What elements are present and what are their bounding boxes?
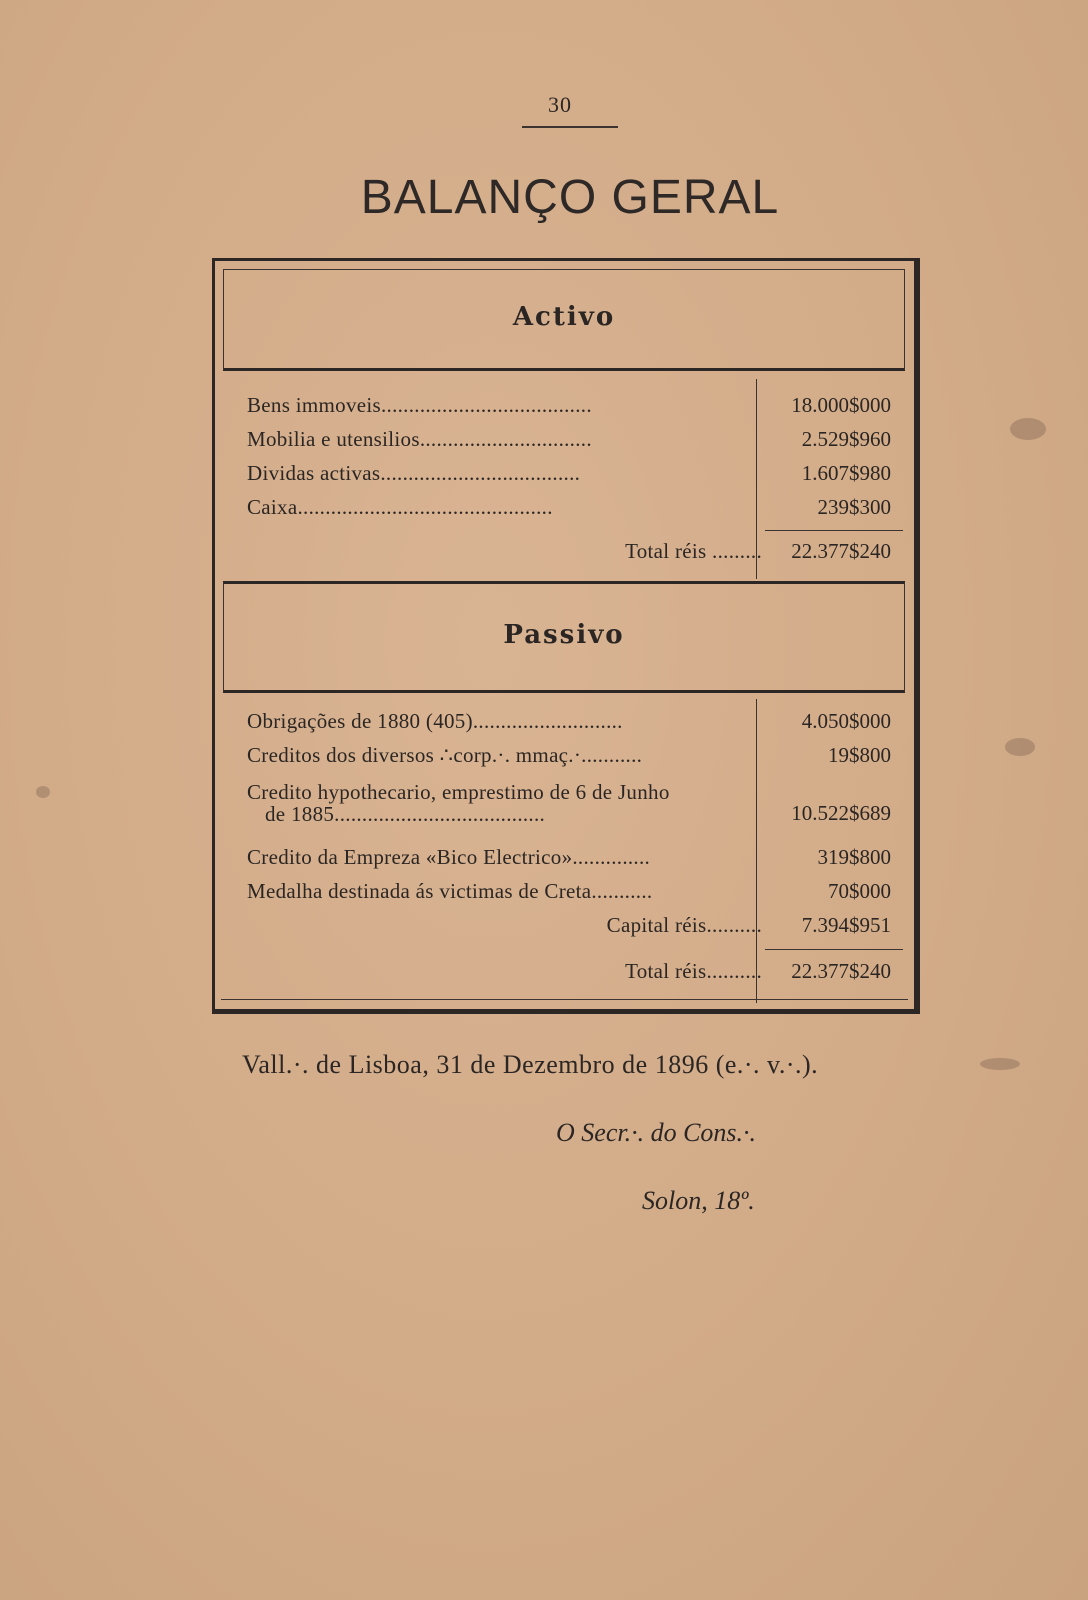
passivo-row-amount: 4.050$000 xyxy=(801,709,891,733)
passivo-row xyxy=(235,801,905,835)
activo-sum-rule xyxy=(765,530,903,531)
activo-row xyxy=(235,393,905,427)
ink-stain xyxy=(980,1058,1020,1070)
passivo-heading-box xyxy=(223,581,905,693)
passivo-row xyxy=(235,743,905,777)
passivo-row xyxy=(235,879,905,913)
activo-heading-box xyxy=(223,269,905,371)
passivo-row xyxy=(235,845,905,879)
ink-stain xyxy=(1010,418,1046,440)
activo-row-amount: 18.000$000 xyxy=(791,393,891,417)
passivo-heading: Passivo xyxy=(503,620,625,650)
activo-heading: Activo xyxy=(512,302,616,332)
passivo-row-amount: 319$800 xyxy=(817,845,891,869)
passivo-row-amount: 19$800 xyxy=(828,743,891,767)
activo-row-amount: 239$300 xyxy=(817,495,891,519)
activo-total-amount: 22.377$240 xyxy=(791,539,891,563)
ink-stain xyxy=(36,786,50,798)
balance-sheet-table xyxy=(212,258,920,1014)
passivo-row-label-line2: de 1885...................................... xyxy=(265,803,546,825)
passivo-capital-amount: 7.394$951 xyxy=(801,913,891,937)
page-number: 30 xyxy=(548,92,572,117)
passivo-capital-row xyxy=(235,913,905,947)
passivo-total-label: Total réis.......... xyxy=(625,959,762,983)
ink-stain xyxy=(1005,738,1035,756)
activo-row-label: Dividas activas.................................... xyxy=(247,461,581,485)
activo-total-label: Total réis ......... xyxy=(625,539,762,563)
passivo-total-row xyxy=(235,959,905,993)
passivo-row-label: Creditos dos diversos ∴corp.·. mmaç.·........... xyxy=(247,743,643,767)
table-bottom-rule xyxy=(221,999,908,1000)
passivo-row xyxy=(235,709,905,743)
activo-row-label: Caixa.............................................. xyxy=(247,495,553,519)
page-title: BALANÇO GERAL xyxy=(360,171,780,224)
passivo-total-amount: 22.377$240 xyxy=(791,959,891,983)
activo-row xyxy=(235,427,905,461)
activo-row xyxy=(235,461,905,495)
passivo-row-label-line1: Credito hypothecario, emprestimo de 6 de Junho xyxy=(247,780,670,804)
passivo-row-label: Obrigações de 1880 (405)........................... xyxy=(247,709,623,733)
activo-row-label: Mobilia e utensilios............................... xyxy=(247,427,592,451)
activo-total-row xyxy=(235,539,905,573)
passivo-row-amount: 10.522$689 xyxy=(791,801,891,825)
activo-row xyxy=(235,495,905,529)
passivo-sum-rule xyxy=(765,949,903,950)
passivo-row-label: Credito da Empreza «Bico Electrico».............. xyxy=(247,845,651,869)
activo-row-label: Bens immoveis...................................... xyxy=(247,393,592,417)
passivo-capital-label: Capital réis.......... xyxy=(606,913,762,937)
activo-row-amount: 2.529$960 xyxy=(801,427,891,451)
passivo-row-label: Medalha destinada ás victimas de Creta........... xyxy=(247,879,653,903)
page-number-rule xyxy=(522,126,618,128)
passivo-row-amount: 70$000 xyxy=(828,879,891,903)
secretary-line: O Secr.·. do Cons.·. xyxy=(556,1118,757,1147)
place-date-line: Vall.·. de Lisboa, 31 de Dezembro de 1896 (e.·. v.·.). xyxy=(242,1050,819,1079)
activo-row-amount: 1.607$980 xyxy=(801,461,891,485)
signer-line: Solon, 18º. xyxy=(642,1186,755,1215)
